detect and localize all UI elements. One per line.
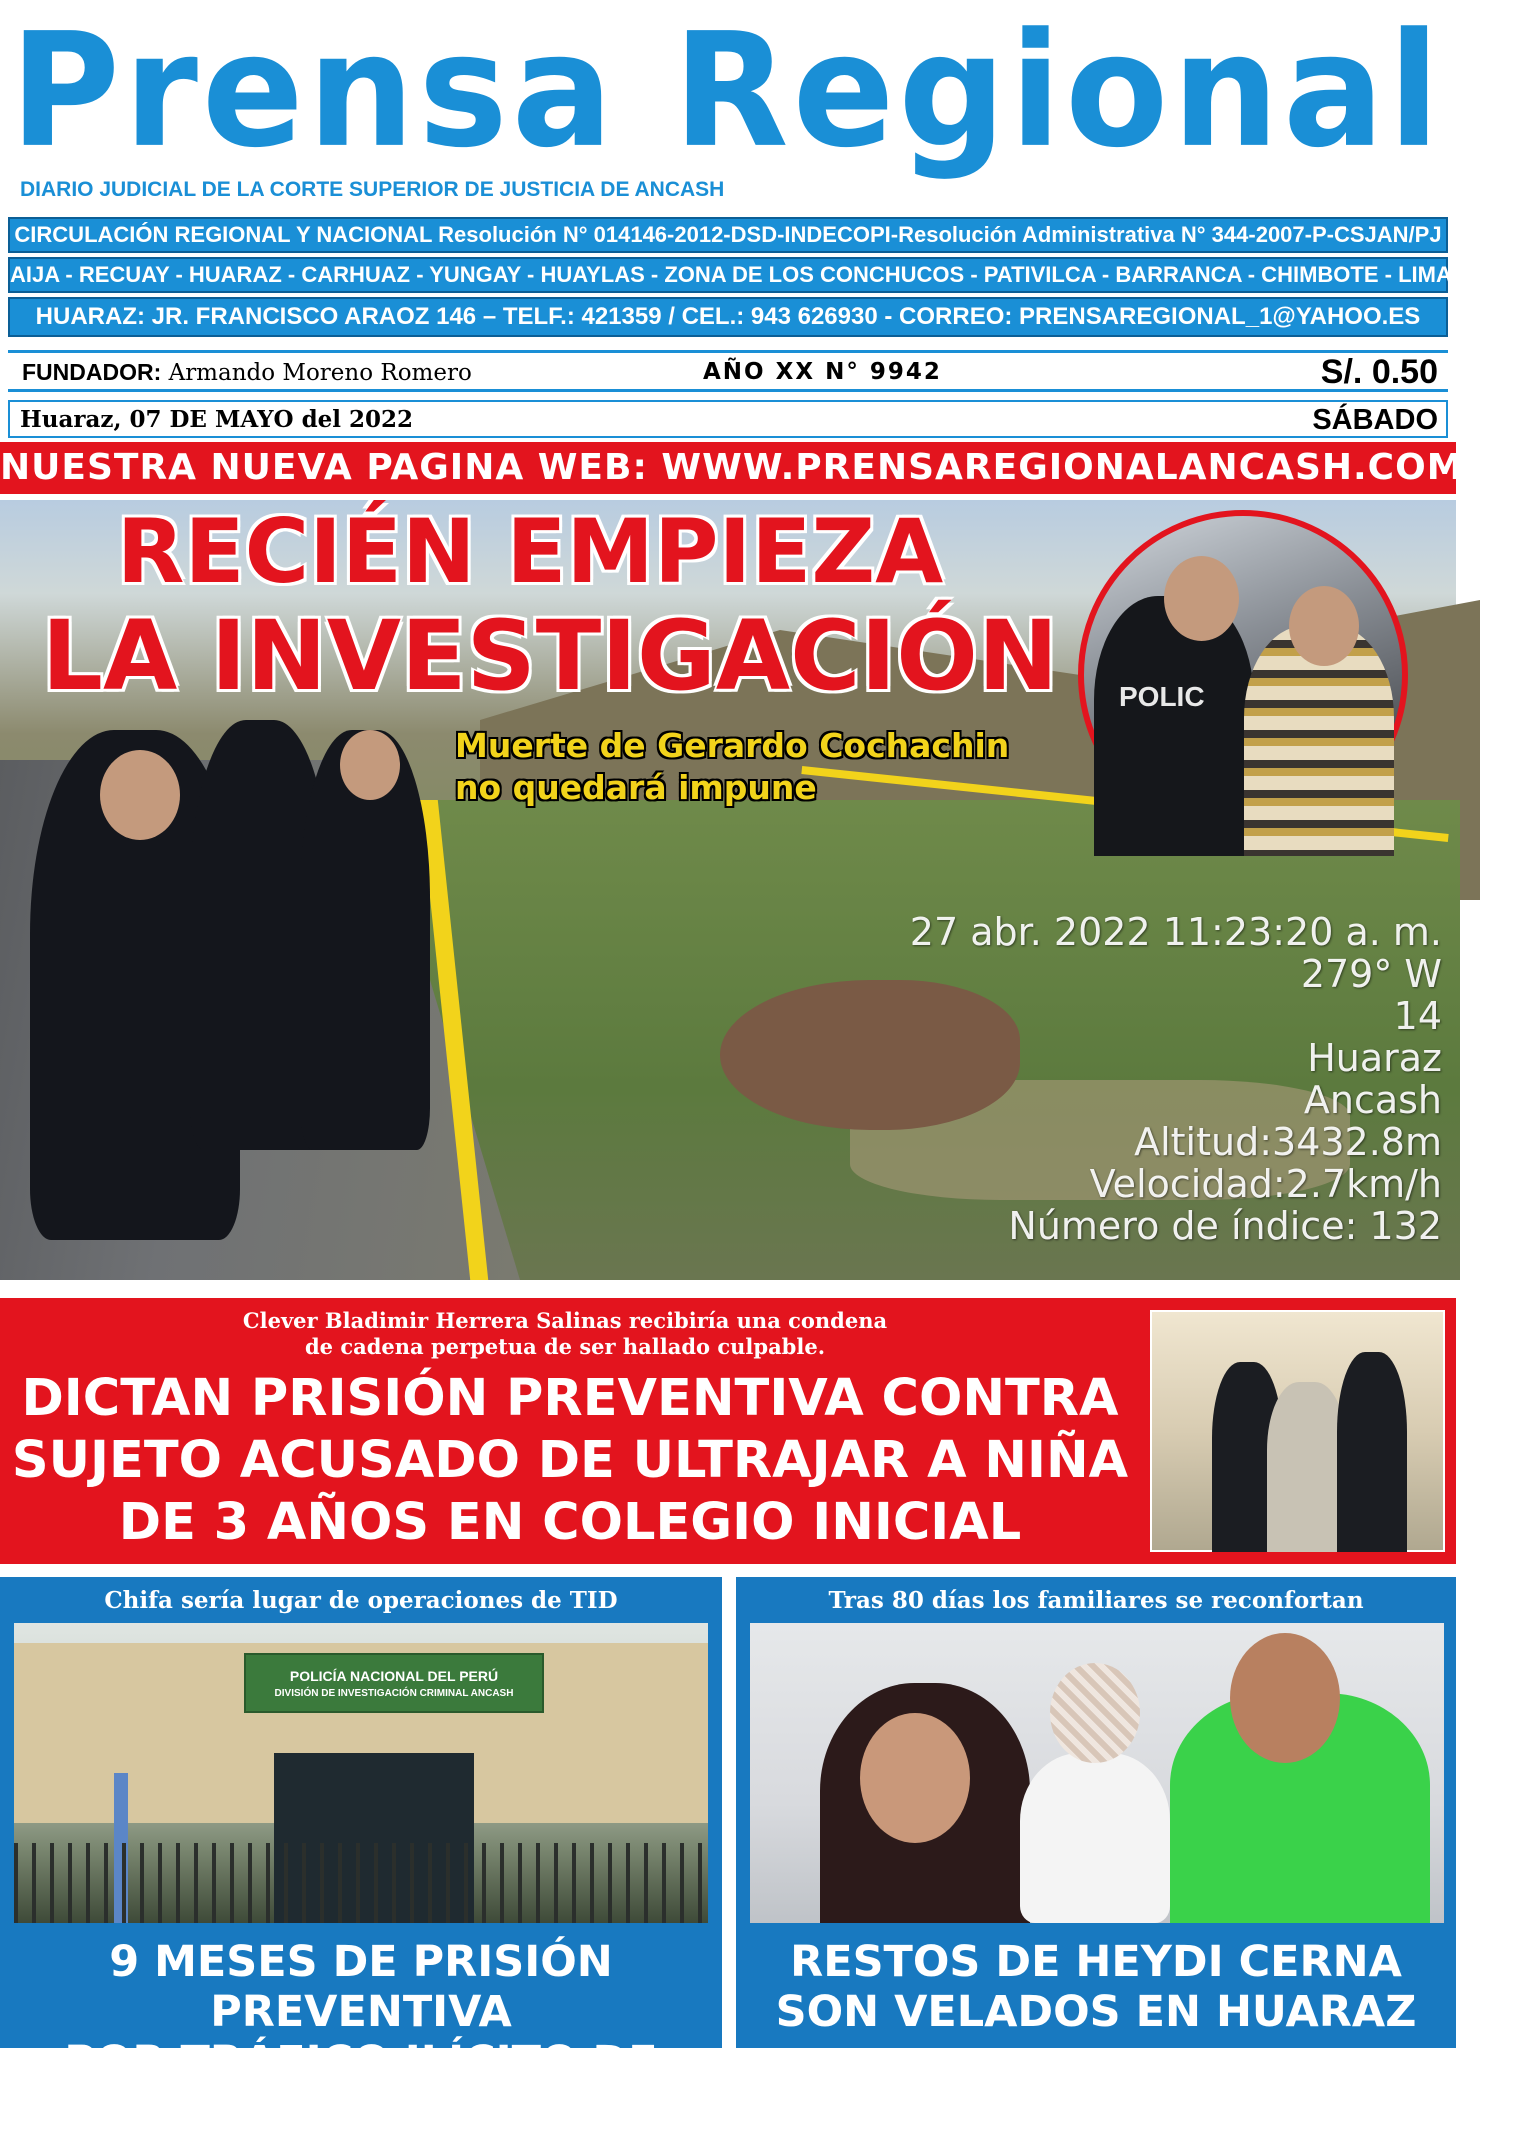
- lead-kicker-line1: Muerte de Gerardo Cochachin: [455, 726, 1010, 765]
- masthead-title: Prensa Regional: [10, 0, 1444, 183]
- bottom-right-headline: [736, 1937, 1456, 2037]
- family-photo: [750, 1623, 1444, 1923]
- officer-figure: [1337, 1352, 1407, 1552]
- circulation-band: CIRCULACIÓN REGIONAL Y NACIONAL Resolución N° 014146-2012-DSD-INDECOPI-Resolución Administrativa N° 344-2007-P-CSJAN/PJ: [8, 217, 1448, 253]
- weekday: SÁBADO: [1312, 404, 1438, 436]
- contact-band: HUARAZ: JR. FRANCISCO ARAOZ 146 – TELF.: 421359 / CEL.: 943 626930 - CORREO: PRENSAREGIONAL_1@YAHOO.ES: [8, 297, 1448, 337]
- lead-headline-line1: RECIÉN EMPIEZA: [116, 500, 944, 603]
- blurred-child-face: [1050, 1663, 1140, 1763]
- lead-kicker-line2: no quedará impune: [455, 768, 817, 807]
- lead-story-photo: [0, 500, 1456, 1280]
- man-face: [1230, 1633, 1340, 1763]
- lead-headline-line2: LA INVESTIGACIÓN: [41, 600, 1059, 712]
- suspect-figure: [1267, 1382, 1347, 1552]
- secondary-kicker: [0, 1308, 1130, 1360]
- police-station-photo: [14, 1623, 708, 1923]
- photo-altitude: Altitud:3432.8m: [1134, 1120, 1442, 1164]
- date-row: [8, 400, 1448, 438]
- secondary-kicker-line1: Clever Bladimir Herrera Salinas recibiría una condena: [242, 1308, 888, 1333]
- regions-band: AIJA - RECUAY - HUARAZ - CARHUAZ - YUNGAY - HUAYLAS - ZONA DE LOS CONCHUCOS - PATIVILCA - BARRANCA - CHIMBOTE - LIMA NORTE: [8, 257, 1448, 293]
- bottom-right-headline-line1: RESTOS DE HEYDI CERNA: [790, 1937, 1402, 1987]
- secondary-story[interactable]: [0, 1298, 1456, 1564]
- photo-heading: 279° W: [1300, 952, 1442, 996]
- bottom-right-kicker: Tras 80 días los familiares se reconfortan: [828, 1587, 1364, 1614]
- photo-timestamp: 27 abr. 2022 11:23:20 a. m.: [909, 910, 1442, 954]
- fence: [14, 1843, 708, 1923]
- secondary-kicker-line2: de cadena perpetua de ser hallado culpable.: [304, 1334, 826, 1359]
- woman-face: [860, 1713, 970, 1843]
- bottom-left-headline: [0, 1937, 722, 2137]
- suspect-inset-photo: [1078, 510, 1408, 840]
- secondary-headline-line1: DICTAN PRISIÓN PREVENTIVA CONTRA: [21, 1369, 1119, 1428]
- station-sign-line1: POLICÍA NACIONAL DEL PERÚ: [289, 1668, 499, 1684]
- founder-credit: [22, 359, 472, 386]
- masthead-subtitle: DIARIO JUDICIAL DE LA CORTE SUPERIOR DE JUSTICIA DE ANCASH: [20, 178, 725, 201]
- covered-body: [720, 980, 1020, 1130]
- bottom-left-headline-line2: POR TRÁFICO ILÍCITO DE DROGAS: [64, 2037, 658, 2137]
- bottom-right-story[interactable]: [736, 1577, 1456, 2048]
- issue-info-row: [8, 350, 1448, 392]
- child-figure: [1020, 1753, 1170, 1923]
- photo-city: Huaraz: [1307, 1036, 1442, 1080]
- officer-figure: [1094, 596, 1254, 856]
- price: S/. 0.50: [1320, 353, 1438, 391]
- bottom-left-headline-line1: 9 MESES DE PRISIÓN PREVENTIVA: [109, 1937, 613, 2037]
- photo-region: Ancash: [1303, 1078, 1442, 1122]
- founder-name: Armando Moreno Romero: [168, 360, 472, 386]
- photo-meta: 14: [1393, 994, 1442, 1038]
- secondary-headline-line3: DE 3 AÑOS EN COLEGIO INICIAL: [118, 1493, 1022, 1552]
- station-sign-line2: DIVISIÓN DE INVESTIGACIÓN CRIMINAL ANCASH: [274, 1688, 514, 1699]
- lead-kicker: [455, 725, 1009, 809]
- officer-face: [1164, 556, 1239, 641]
- secondary-headline-line2: SUJETO ACUSADO DE ULTRAJAR A NIÑA: [11, 1431, 1129, 1490]
- officer-face: [100, 750, 180, 840]
- founder-label: FUNDADOR:: [22, 359, 162, 385]
- photo-index: Número de índice: 132: [1008, 1204, 1442, 1248]
- woman-face: [1289, 586, 1359, 666]
- bottom-right-headline-line2: SON VELADOS EN HUARAZ: [775, 1987, 1417, 2037]
- bottom-left-kicker: Chifa sería lugar de operaciones de TID: [104, 1587, 618, 1614]
- website-banner[interactable]: NUESTRA NUEVA PAGINA WEB: WWW.PRENSAREGIONALANCASH.COM: [0, 442, 1456, 494]
- issue-number: AÑO XX N° 9942: [703, 359, 942, 385]
- secondary-headline: [0, 1368, 1140, 1554]
- issue-date: Huaraz, 07 DE MAYO del 2022: [20, 406, 414, 433]
- officer-face: [340, 730, 400, 800]
- secondary-story-photo: [1150, 1310, 1445, 1552]
- photo-speed: Velocidad:2.7km/h: [1089, 1162, 1442, 1206]
- bottom-left-story[interactable]: [0, 1577, 722, 2137]
- station-sign: [244, 1653, 544, 1713]
- police-vest-label: POLIC: [1119, 681, 1205, 712]
